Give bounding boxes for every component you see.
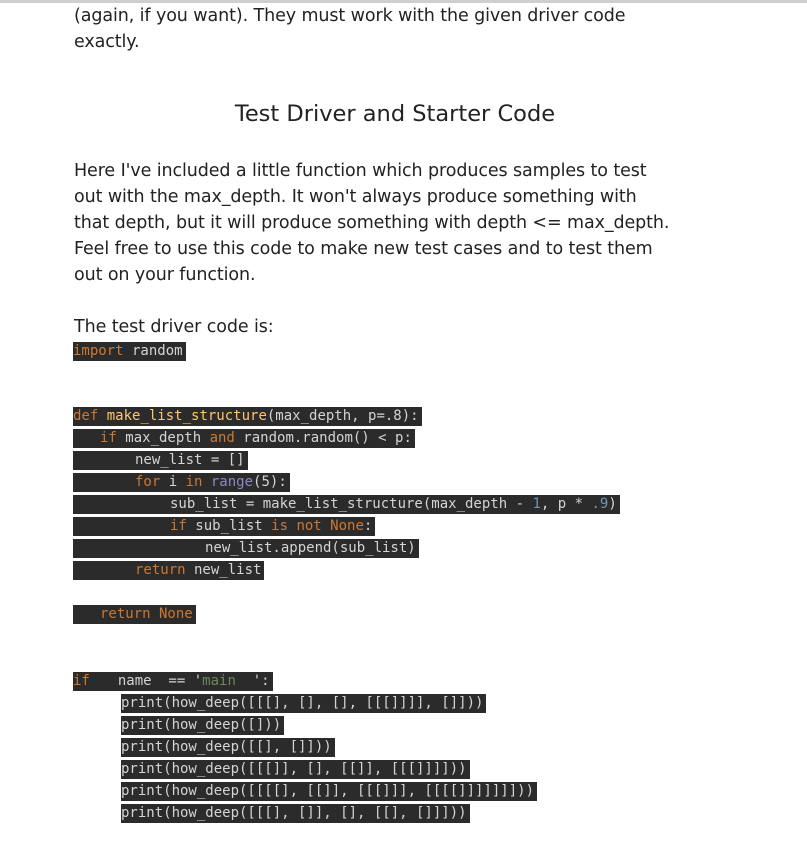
code-return-none-line (73, 605, 196, 624)
sublist-num-1: 1 (532, 496, 541, 512)
if-keyword: if (100, 430, 117, 446)
sublist-part-b: , p * (540, 496, 592, 512)
if2-keyword: if (170, 518, 187, 534)
in-keyword: in (185, 474, 203, 490)
main-name: name (117, 673, 152, 689)
newlist-statement: new_list = [] (135, 452, 245, 468)
if-condition-rest: random.random() < p: (234, 430, 412, 446)
code-import-line (73, 342, 186, 361)
print-statement: print(how_deep([[[], []], [], [[], []]])) (121, 805, 467, 821)
intro-line-1: (again, if you want). They must work with the given driver code (74, 6, 626, 26)
print-statement: print(how_deep([[[]], [], [[]], [[[]]]])) (121, 761, 467, 777)
code-if2-line (73, 517, 375, 536)
print-statement: print(how_deep([[[], [], [], [[[]]]], []])) (121, 695, 484, 711)
para-line-3: that depth, but it will produce something with depth <= max_depth. (74, 213, 670, 233)
print-statement: print(how_deep([[], []])) (121, 739, 332, 755)
main-compare: == ' (151, 673, 203, 689)
range-builtin: range (202, 474, 254, 490)
para-line-1: Here I've included a little function which produces samples to test (74, 161, 647, 181)
intro-line-2: exactly. (74, 32, 140, 52)
if-condition: max_depth (116, 430, 210, 446)
code-sublist-line (73, 495, 620, 514)
code-print-line-4 (121, 760, 470, 779)
sublist-num-2: .9 (591, 496, 609, 512)
code-main-line (73, 672, 273, 691)
code-print-line-2 (121, 716, 284, 735)
append-statement: new_list.append(sub_list) (205, 540, 416, 556)
function-name: make_list_structure (98, 408, 267, 424)
sublist-part-c: ) (608, 496, 617, 512)
main-if-keyword: if (73, 673, 90, 689)
code-print-line-6 (121, 804, 470, 823)
none-keyword: None (321, 518, 364, 534)
code-return-line (73, 561, 264, 580)
para-line-5: out on your function. (74, 265, 256, 285)
code-append-line (73, 539, 419, 558)
section-title: Test Driver and Starter Code (234, 101, 556, 127)
return-value: new_list (185, 562, 262, 578)
range-args: (5): (253, 474, 287, 490)
code-for-line (73, 473, 290, 492)
def-keyword: def (73, 408, 99, 424)
for-variable: i (160, 474, 186, 490)
code-newlist-line (73, 451, 248, 470)
if2-colon: : (363, 518, 373, 534)
code-print-line-3 (121, 738, 335, 757)
main-end: ': (235, 673, 270, 689)
return-none-statement: return None (100, 606, 193, 622)
main-string: main (202, 673, 236, 689)
driver-label: The test driver code is: (74, 317, 274, 337)
import-keyword: import (73, 343, 124, 359)
sublist-part-a: sub_list = make_list_structure(max_depth - (170, 496, 533, 512)
import-module: random (123, 343, 183, 359)
if2-subject: sub_list (186, 518, 272, 534)
print-statement: print(how_deep([])) (121, 717, 282, 733)
and-keyword: and (209, 430, 235, 446)
para-line-4: Feel free to use this code to make new test cases and to test them (74, 239, 653, 259)
is-not-keyword: is not (271, 518, 322, 534)
for-keyword: for (135, 474, 161, 490)
code-print-line-1 (121, 694, 486, 713)
para-line-2: out with the max_depth. It won't always produce something with (74, 187, 637, 207)
return-keyword: return (135, 562, 186, 578)
code-print-line-5 (121, 782, 537, 801)
code-if-line (73, 429, 415, 448)
print-statement: print(how_deep([[[[], [[]], [[[]]], [[[[]]]]]]])) (121, 783, 535, 799)
function-params: (max_depth, p=.8): (266, 408, 419, 424)
code-def-line (73, 407, 422, 426)
